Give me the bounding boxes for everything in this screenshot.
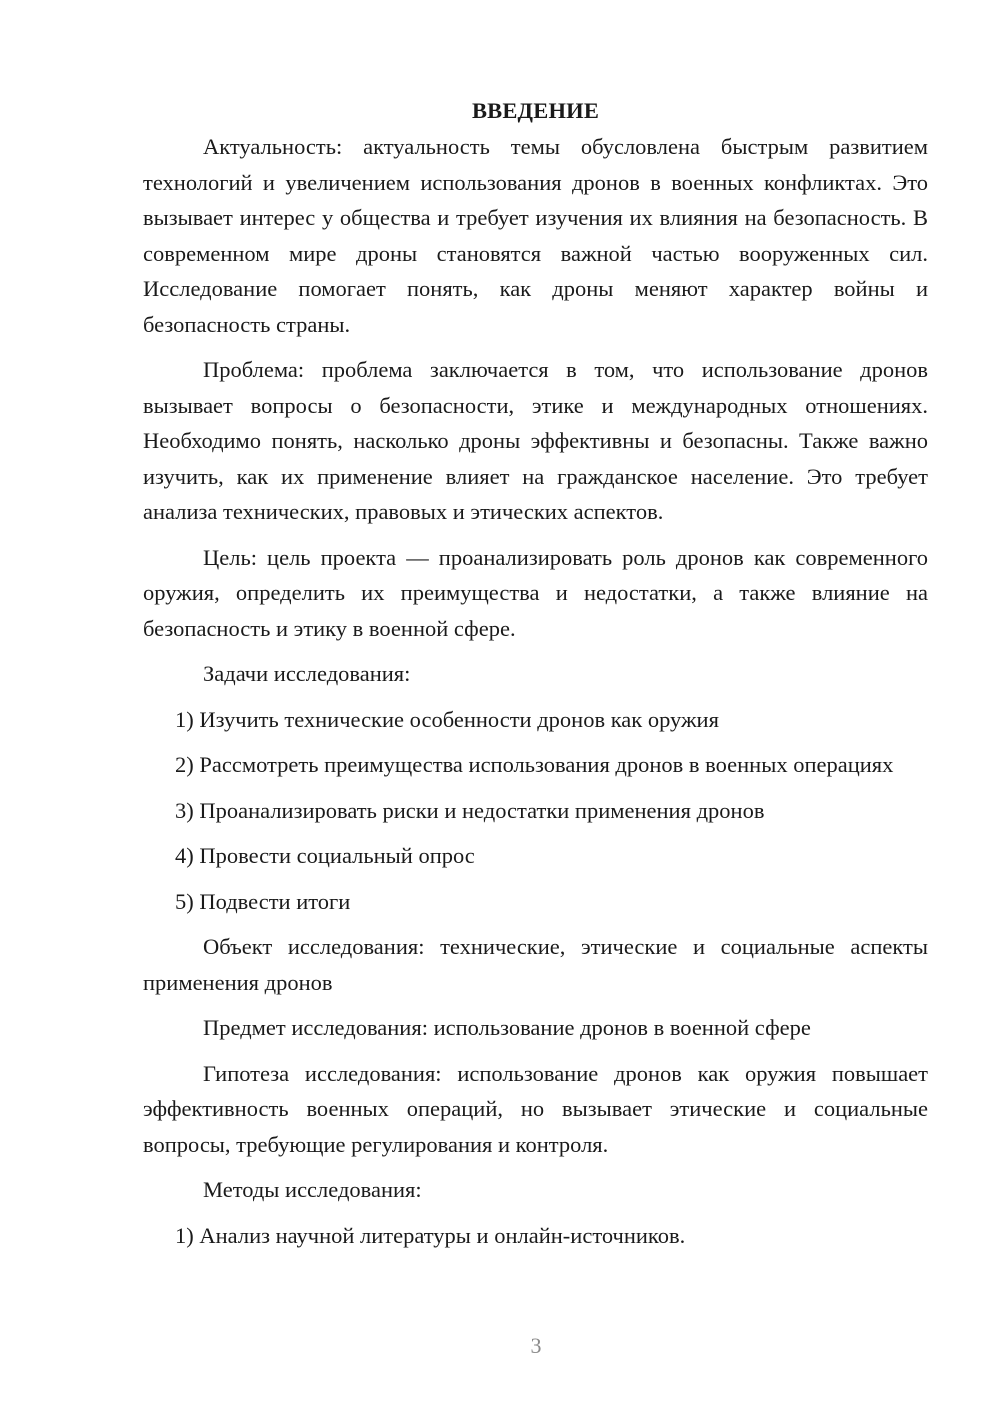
section-title: ВВЕДЕНИЕ: [471, 98, 600, 123]
subject-paragraph: Предмет исследования: использование дронов в военной сфере: [203, 1015, 811, 1040]
object-paragraph: Объект исследования: технические, этические и социальные аспекты применения дронов: [143, 934, 928, 995]
goal-paragraph: Цель: цель проекта — проанализировать роль дронов как современного оружия, определить их преимущества и недостатки, а также влияние на безопасность и этику в военной сфере.: [143, 544, 928, 641]
hypothesis-paragraph: Гипотеза исследования: использование дронов как оружия повышает эффективность военных операций, но вызывает этические и социальные вопросы, требующие регулирования и контроля.: [143, 1060, 928, 1157]
methods-heading: Методы исследования:: [203, 1177, 422, 1202]
page-number: 3: [530, 1333, 542, 1358]
task-item: 4) Провести социальный опрос: [175, 843, 475, 868]
task-item: 3) Проанализировать риски и недостатки применения дронов: [175, 797, 765, 823]
relevance-paragraph: Актуальность: актуальность темы обусловлена быстрым развитием технологий и увеличением использования дронов в военных конфликтах. Это вызывает интерес у общества и требует изучения их влияния на безопасность. В современном мире дроны становятся важной частью вооруженных сил. Исследование помогает понять, как дроны меняют характер войны и безопасность страны.: [143, 134, 928, 337]
problem-paragraph: Проблема: проблема заключается в том, что использование дронов вызывает вопросы о безопасности, этике и международных отношениях. Необходимо понять, насколько дроны эффективны и безопасны. Также важно изучить, как их применение влияет на гражданское население. Это требует анализа технических, правовых и этических аспектов.: [143, 357, 928, 524]
task-item: 2) Рассмотреть преимущества использования дронов в военных операциях: [175, 752, 894, 777]
method-item: 1) Анализ научной литературы и онлайн-источников.: [175, 1222, 686, 1248]
task-item: 1) Изучить технические особенности дронов как оружия: [175, 706, 719, 732]
page-content: [143, 93, 928, 1263]
tasks-heading: Задачи исследования:: [203, 661, 411, 686]
task-item: 5) Подвести итоги: [175, 888, 351, 914]
